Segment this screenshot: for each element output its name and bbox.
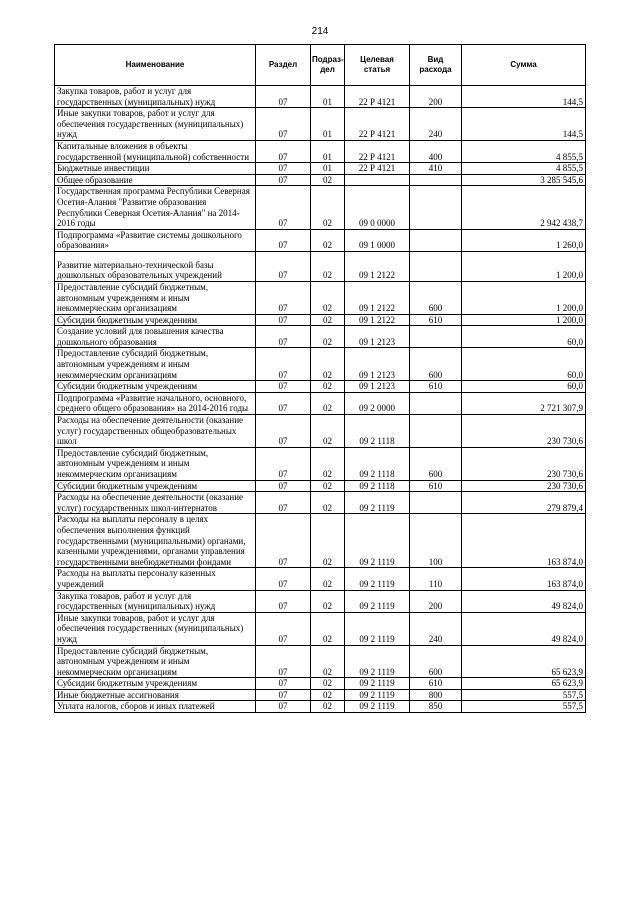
table-body bbox=[55, 86, 586, 713]
cell-razdel: 07 bbox=[256, 701, 311, 713]
cell-name: Расходы на выплаты персоналу в целях обеспечения выполнения функций государственными (муниципальными) органами, казенными учреждениями, органами управления государственными внебюджетными фондами bbox=[55, 514, 256, 568]
cell-celevaya: 09 1 2123 bbox=[345, 348, 410, 381]
cell-podrazdel: 02 bbox=[311, 281, 345, 314]
cell-vid bbox=[410, 392, 462, 414]
cell-celevaya: 09 2 1119 bbox=[345, 492, 410, 514]
cell-vid: 600 bbox=[410, 645, 462, 678]
cell-summa: 60,0 bbox=[462, 348, 586, 381]
cell-vid: 850 bbox=[410, 701, 462, 713]
cell-summa: 60,0 bbox=[462, 326, 586, 348]
cell-vid: 410 bbox=[410, 163, 462, 175]
cell-name: Капитальные вложения в объекты государственной (муниципальной) собственности bbox=[55, 140, 256, 162]
cell-name: Расходы на выплаты персоналу казенных учреждений bbox=[55, 568, 256, 590]
cell-razdel: 07 bbox=[256, 348, 311, 381]
cell-celevaya: 09 2 1118 bbox=[345, 480, 410, 492]
cell-podrazdel: 02 bbox=[311, 415, 345, 448]
table-row bbox=[55, 645, 586, 678]
cell-celevaya: 09 2 0000 bbox=[345, 392, 410, 414]
cell-podrazdel: 02 bbox=[311, 480, 345, 492]
cell-vid bbox=[410, 229, 462, 251]
cell-razdel: 07 bbox=[256, 678, 311, 690]
header-podrazdel: Подраз-дел bbox=[311, 45, 345, 86]
table-row bbox=[55, 381, 586, 393]
cell-podrazdel: 02 bbox=[311, 568, 345, 590]
cell-razdel: 07 bbox=[256, 186, 311, 229]
cell-razdel: 07 bbox=[256, 447, 311, 480]
cell-celevaya: 09 2 1119 bbox=[345, 689, 410, 701]
cell-podrazdel: 02 bbox=[311, 392, 345, 414]
cell-vid bbox=[410, 251, 462, 281]
cell-vid: 100 bbox=[410, 514, 462, 568]
table-row bbox=[55, 281, 586, 314]
cell-summa: 49 824,0 bbox=[462, 590, 586, 612]
cell-podrazdel: 02 bbox=[311, 314, 345, 326]
table-row bbox=[55, 415, 586, 448]
cell-celevaya: 22 Р 4121 bbox=[345, 140, 410, 162]
header-name: Наименование bbox=[55, 45, 256, 86]
table-row bbox=[55, 701, 586, 713]
cell-vid bbox=[410, 326, 462, 348]
table-row bbox=[55, 689, 586, 701]
cell-name: Общее образование bbox=[55, 174, 256, 186]
cell-name: Субсидии бюджетным учреждениям bbox=[55, 381, 256, 393]
cell-celevaya: 09 2 1119 bbox=[345, 701, 410, 713]
cell-vid: 610 bbox=[410, 480, 462, 492]
table-row bbox=[55, 174, 586, 186]
cell-razdel: 07 bbox=[256, 229, 311, 251]
cell-vid: 600 bbox=[410, 348, 462, 381]
table-row bbox=[55, 314, 586, 326]
cell-celevaya: 22 Р 4121 bbox=[345, 86, 410, 108]
header-row bbox=[55, 45, 586, 86]
cell-celevaya: 22 Р 4121 bbox=[345, 163, 410, 175]
table-row bbox=[55, 590, 586, 612]
cell-summa: 557,5 bbox=[462, 701, 586, 713]
cell-summa: 230 730,6 bbox=[462, 480, 586, 492]
cell-name: Субсидии бюджетным учреждениям bbox=[55, 480, 256, 492]
header-celevaya: Целевая статья bbox=[345, 45, 410, 86]
table-header bbox=[55, 45, 586, 86]
table-row bbox=[55, 229, 586, 251]
cell-vid: 240 bbox=[410, 612, 462, 645]
cell-razdel: 07 bbox=[256, 140, 311, 162]
cell-podrazdel: 02 bbox=[311, 645, 345, 678]
cell-celevaya: 09 2 1119 bbox=[345, 645, 410, 678]
cell-celevaya: 09 2 1118 bbox=[345, 415, 410, 448]
cell-podrazdel: 02 bbox=[311, 514, 345, 568]
cell-name: Бюджетные инвестиции bbox=[55, 163, 256, 175]
cell-podrazdel: 02 bbox=[311, 251, 345, 281]
table-row bbox=[55, 492, 586, 514]
cell-summa: 60,0 bbox=[462, 381, 586, 393]
cell-podrazdel: 01 bbox=[311, 163, 345, 175]
cell-vid: 240 bbox=[410, 108, 462, 141]
cell-name: Предоставление субсидий бюджетным, автономным учреждениям и иным некоммерческим организациям bbox=[55, 281, 256, 314]
header-razdel: Раздел bbox=[256, 45, 311, 86]
cell-summa: 2 721 307,9 bbox=[462, 392, 586, 414]
cell-summa: 65 623,9 bbox=[462, 645, 586, 678]
cell-razdel: 07 bbox=[256, 163, 311, 175]
cell-razdel: 07 bbox=[256, 689, 311, 701]
header-vid: Вид расхода bbox=[410, 45, 462, 86]
cell-name: Субсидии бюджетным учреждениям bbox=[55, 678, 256, 690]
cell-name: Субсидии бюджетным учреждениям bbox=[55, 314, 256, 326]
cell-summa: 1 200,0 bbox=[462, 281, 586, 314]
cell-podrazdel: 02 bbox=[311, 326, 345, 348]
table-row bbox=[55, 612, 586, 645]
cell-name: Создание условий для повышения качества дошкольного образования bbox=[55, 326, 256, 348]
cell-razdel: 07 bbox=[256, 251, 311, 281]
cell-podrazdel: 01 bbox=[311, 108, 345, 141]
cell-vid bbox=[410, 186, 462, 229]
cell-podrazdel: 02 bbox=[311, 612, 345, 645]
cell-name: Государственная программа Республики Северная Осетия-Алания "Развитие образования Республики Северная Осетия-Алания" на 2014-2016 годы bbox=[55, 186, 256, 229]
cell-podrazdel: 02 bbox=[311, 689, 345, 701]
cell-razdel: 07 bbox=[256, 415, 311, 448]
table-row bbox=[55, 348, 586, 381]
header-summa: Сумма bbox=[462, 45, 586, 86]
cell-vid: 200 bbox=[410, 86, 462, 108]
page-number: 214 bbox=[311, 26, 329, 37]
cell-summa: 2 942 438,7 bbox=[462, 186, 586, 229]
cell-summa: 144,5 bbox=[462, 108, 586, 141]
cell-celevaya: 09 2 1119 bbox=[345, 568, 410, 590]
table-row bbox=[55, 678, 586, 690]
cell-vid: 610 bbox=[410, 314, 462, 326]
cell-vid: 800 bbox=[410, 689, 462, 701]
cell-celevaya: 09 1 2122 bbox=[345, 251, 410, 281]
cell-celevaya: 09 1 2122 bbox=[345, 314, 410, 326]
cell-razdel: 07 bbox=[256, 174, 311, 186]
cell-razdel: 07 bbox=[256, 381, 311, 393]
table-row bbox=[55, 108, 586, 141]
table-row bbox=[55, 392, 586, 414]
cell-vid: 600 bbox=[410, 281, 462, 314]
cell-name: Иные закупки товаров, работ и услуг для обеспечения государственных (муниципальных) нужд bbox=[55, 108, 256, 141]
cell-podrazdel: 02 bbox=[311, 590, 345, 612]
cell-summa: 3 285 545,6 bbox=[462, 174, 586, 186]
cell-vid: 110 bbox=[410, 568, 462, 590]
cell-name: Закупка товаров, работ и услуг для государственных (муниципальных) нужд bbox=[55, 590, 256, 612]
cell-summa: 230 730,6 bbox=[462, 447, 586, 480]
cell-podrazdel: 01 bbox=[311, 140, 345, 162]
cell-razdel: 07 bbox=[256, 108, 311, 141]
cell-razdel: 07 bbox=[256, 514, 311, 568]
cell-name: Закупка товаров, работ и услуг для государственных (муниципальных) нужд bbox=[55, 86, 256, 108]
cell-summa: 163 874,0 bbox=[462, 568, 586, 590]
table-row bbox=[55, 86, 586, 108]
cell-summa: 65 623,9 bbox=[462, 678, 586, 690]
cell-vid bbox=[410, 415, 462, 448]
cell-razdel: 07 bbox=[256, 86, 311, 108]
cell-celevaya: 09 2 1118 bbox=[345, 447, 410, 480]
cell-celevaya: 09 1 2123 bbox=[345, 381, 410, 393]
cell-razdel: 07 bbox=[256, 568, 311, 590]
cell-vid: 400 bbox=[410, 140, 462, 162]
table-row bbox=[55, 140, 586, 162]
cell-razdel: 07 bbox=[256, 281, 311, 314]
cell-vid: 610 bbox=[410, 381, 462, 393]
cell-podrazdel: 02 bbox=[311, 701, 345, 713]
cell-razdel: 07 bbox=[256, 612, 311, 645]
cell-vid: 610 bbox=[410, 678, 462, 690]
cell-razdel: 07 bbox=[256, 590, 311, 612]
table-row bbox=[55, 514, 586, 568]
cell-summa: 279 879,4 bbox=[462, 492, 586, 514]
cell-name: Развитие материально-технической базы дошкольных образовательных учреждений bbox=[55, 251, 256, 281]
cell-podrazdel: 02 bbox=[311, 678, 345, 690]
cell-name: Подпрограмма «Развитие начального, основного, среднего общего образования» на 2014-2016 годы bbox=[55, 392, 256, 414]
cell-name: Уплата налогов, сборов и иных платежей bbox=[55, 701, 256, 713]
cell-summa: 49 824,0 bbox=[462, 612, 586, 645]
cell-razdel: 07 bbox=[256, 392, 311, 414]
cell-podrazdel: 02 bbox=[311, 492, 345, 514]
cell-summa: 1 260,0 bbox=[462, 229, 586, 251]
cell-name: Предоставление субсидий бюджетным, автономным учреждениям и иным некоммерческим организациям bbox=[55, 348, 256, 381]
cell-razdel: 07 bbox=[256, 314, 311, 326]
cell-podrazdel: 02 bbox=[311, 186, 345, 229]
table-row bbox=[55, 326, 586, 348]
cell-name: Расходы на обеспечение деятельности (оказание услуг) государственных общеобразовательных школ bbox=[55, 415, 256, 448]
cell-name: Расходы на обеспечение деятельности (оказание услуг) государственных школ-интернатов bbox=[55, 492, 256, 514]
table-row bbox=[55, 186, 586, 229]
table-row bbox=[55, 163, 586, 175]
cell-summa: 557,5 bbox=[462, 689, 586, 701]
cell-name: Предоставление субсидий бюджетным, автономным учреждениям и иным некоммерческим организациям bbox=[55, 645, 256, 678]
cell-celevaya bbox=[345, 174, 410, 186]
cell-celevaya: 09 1 2122 bbox=[345, 281, 410, 314]
cell-name: Иные закупки товаров, работ и услуг для обеспечения государственных (муниципальных) нужд bbox=[55, 612, 256, 645]
cell-vid: 200 bbox=[410, 590, 462, 612]
cell-celevaya: 09 1 2123 bbox=[345, 326, 410, 348]
cell-podrazdel: 02 bbox=[311, 348, 345, 381]
cell-razdel: 07 bbox=[256, 492, 311, 514]
cell-podrazdel: 01 bbox=[311, 86, 345, 108]
table-row bbox=[55, 480, 586, 492]
cell-podrazdel: 02 bbox=[311, 229, 345, 251]
table-row bbox=[55, 251, 586, 281]
cell-summa: 4 855,5 bbox=[462, 140, 586, 162]
cell-celevaya: 09 0 0000 bbox=[345, 186, 410, 229]
cell-celevaya: 09 1 0000 bbox=[345, 229, 410, 251]
cell-celevaya: 09 2 1119 bbox=[345, 612, 410, 645]
budget-table bbox=[54, 44, 586, 713]
cell-name: Иные бюджетные ассигнования bbox=[55, 689, 256, 701]
cell-podrazdel: 02 bbox=[311, 381, 345, 393]
cell-razdel: 07 bbox=[256, 645, 311, 678]
cell-summa: 144,5 bbox=[462, 86, 586, 108]
cell-summa: 4 855,5 bbox=[462, 163, 586, 175]
cell-podrazdel: 02 bbox=[311, 447, 345, 480]
cell-celevaya: 22 Р 4121 bbox=[345, 108, 410, 141]
table-row bbox=[55, 447, 586, 480]
cell-razdel: 07 bbox=[256, 480, 311, 492]
cell-summa: 230 730,6 bbox=[462, 415, 586, 448]
cell-summa: 1 200,0 bbox=[462, 251, 586, 281]
cell-name: Предоставление субсидий бюджетным, автономным учреждениям и иным некоммерческим организациям bbox=[55, 447, 256, 480]
cell-celevaya: 09 2 1119 bbox=[345, 514, 410, 568]
cell-celevaya: 09 2 1119 bbox=[345, 590, 410, 612]
cell-celevaya: 09 2 1119 bbox=[345, 678, 410, 690]
cell-vid: 600 bbox=[410, 447, 462, 480]
cell-vid bbox=[410, 492, 462, 514]
cell-summa: 1 200,0 bbox=[462, 314, 586, 326]
table-row bbox=[55, 568, 586, 590]
cell-summa: 163 874,0 bbox=[462, 514, 586, 568]
cell-razdel: 07 bbox=[256, 326, 311, 348]
cell-name: Подпрограмма «Развитие системы дошкольного образования» bbox=[55, 229, 256, 251]
cell-podrazdel: 02 bbox=[311, 174, 345, 186]
cell-vid bbox=[410, 174, 462, 186]
